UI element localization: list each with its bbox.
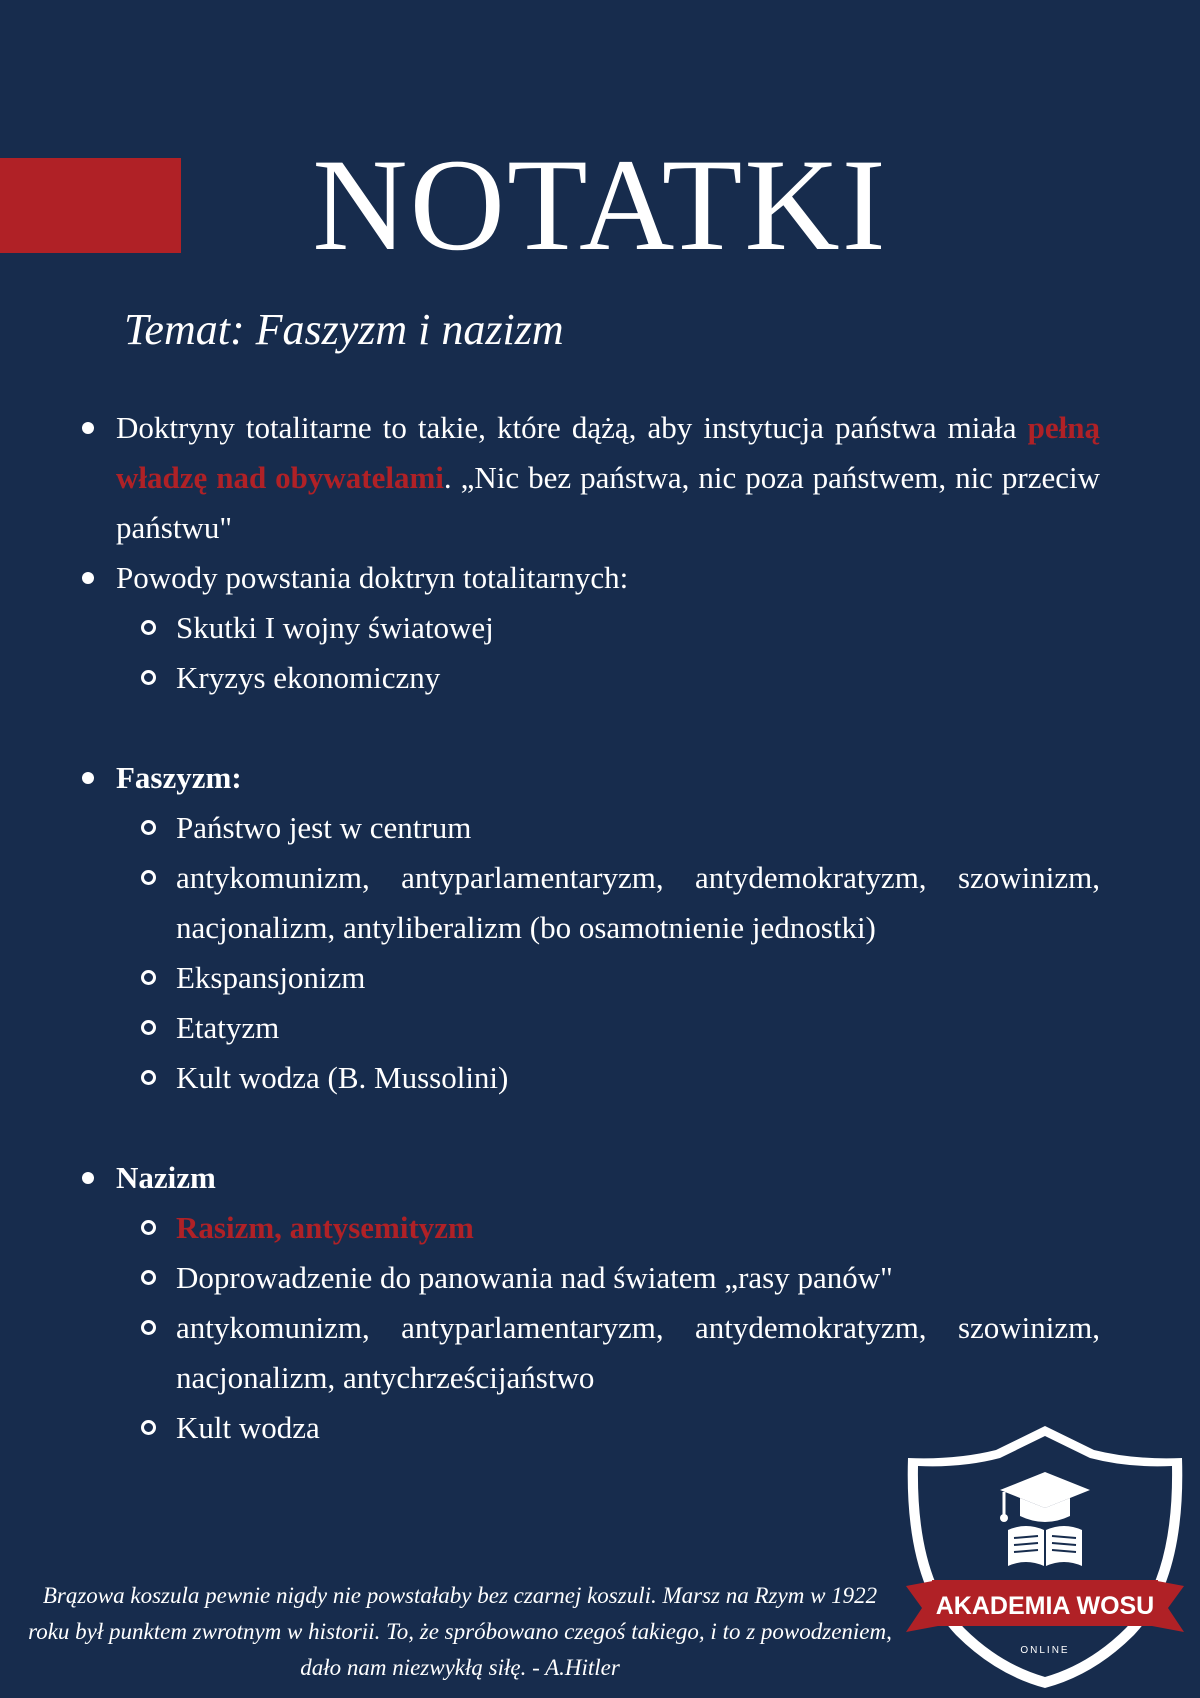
- sub-item-text: antykomunizm, antyparlamentaryzm, antydemokratyzm, szowinizm, nacjonalizm, antychrześcijaństwo: [176, 1310, 1100, 1395]
- sub-item-highlight: Rasizm, antysemityzm: [176, 1210, 474, 1245]
- circle-bullet-icon: [141, 1420, 156, 1435]
- sub-list-item: [80, 1003, 1100, 1053]
- page-title: NOTATKI: [312, 131, 888, 278]
- fascism-heading: Faszyzm:: [116, 760, 242, 795]
- circle-bullet-icon: [141, 620, 156, 635]
- circle-bullet-icon: [141, 1270, 156, 1285]
- ribbon-banner: [906, 1580, 1184, 1632]
- list-item-fascism: [80, 753, 1100, 803]
- notes-content: [80, 403, 1100, 1453]
- notes-list: [80, 403, 1100, 703]
- spacer: [80, 1103, 1100, 1153]
- sub-item-text: Państwo jest w centrum: [176, 810, 472, 845]
- topic-subtitle: Temat: Faszyzm i nazizm: [124, 305, 564, 354]
- sub-item-text: Skutki I wojny światowej: [176, 610, 494, 645]
- bullet-icon: [82, 422, 94, 434]
- sub-item-text: Doprowadzenie do panowania nad światem „rasy panów": [176, 1260, 893, 1295]
- sub-list-item: [80, 603, 1100, 653]
- nazism-list: [80, 1153, 1100, 1453]
- intro-quote: . „Nic bez państwa, nic poza państwem, nic przeciw państwu": [116, 460, 1101, 545]
- sub-list-item: [80, 1303, 1100, 1403]
- list-item-intro: [80, 403, 1100, 553]
- circle-bullet-icon: [141, 1070, 156, 1085]
- bullet-icon: [82, 572, 94, 584]
- list-item-nazism: [80, 1153, 1100, 1203]
- list-item-reasons: [80, 553, 1100, 603]
- circle-bullet-icon: [141, 820, 156, 835]
- bullet-icon: [82, 1172, 94, 1184]
- sub-item-text: Ekspansjonizm: [176, 960, 366, 995]
- intro-highlight: pełną władzę nad obywatelami: [116, 410, 1100, 495]
- sub-list-item: [80, 803, 1100, 853]
- circle-bullet-icon: [141, 670, 156, 685]
- sub-list-item: [80, 1053, 1100, 1103]
- hitler-quote: Brązowa koszula pewnie nigdy nie powstałaby bez czarnej koszuli. Marsz na Rzym w 1922 roku był punktem zwrotnym w historii. To, że spróbowano czegoś takiego, i to z powodzeniem, dało nam niezwykłą siłę. - A.Hitler: [28, 1583, 892, 1680]
- sub-list-item: [80, 653, 1100, 703]
- sub-item-text: Kult wodza (B. Mussolini): [176, 1060, 509, 1095]
- circle-bullet-icon: [141, 970, 156, 985]
- sub-list-item: [80, 953, 1100, 1003]
- fascism-list: [80, 753, 1100, 1103]
- circle-bullet-icon: [141, 1020, 156, 1035]
- circle-bullet-icon: [141, 1320, 156, 1335]
- intro-text: Doktryny totalitarne to takie, które dążą, aby instytucja państwa miała: [116, 410, 1017, 445]
- sub-item-text: antykomunizm, antyparlamentaryzm, antydemokratyzm, szowinizm, nacjonalizm, antyliberalizm (bo osamotnienie jednostki): [176, 860, 1100, 945]
- sub-item-text: Kryzys ekonomiczny: [176, 660, 441, 695]
- logo-name: AKADEMIA WOSU: [935, 1592, 1155, 1620]
- spacer: [80, 703, 1100, 753]
- sub-item-text: Etatyzm: [176, 1010, 280, 1045]
- circle-bullet-icon: [141, 1220, 156, 1235]
- sub-list-item: [80, 1203, 1100, 1253]
- nazism-heading: Nazizm: [116, 1160, 216, 1195]
- akademia-wosu-logo: [904, 1420, 1186, 1690]
- sub-list-item: [80, 853, 1100, 953]
- sub-list-item: [80, 1253, 1100, 1303]
- circle-bullet-icon: [141, 870, 156, 885]
- logo-tagline: ONLINE: [1020, 1645, 1070, 1656]
- sub-item-text: Kult wodza: [176, 1410, 320, 1445]
- reasons-heading: Powody powstania doktryn totalitarnych:: [116, 560, 629, 595]
- bullet-icon: [82, 772, 94, 784]
